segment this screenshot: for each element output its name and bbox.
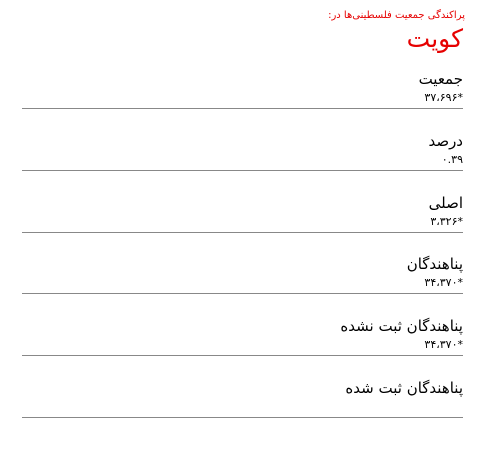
- stat-row-percent: [22, 130, 463, 171]
- stat-row-refugees: [22, 253, 463, 294]
- stat-label: پناهندگان: [406, 255, 463, 273]
- country-title: کویت: [406, 24, 463, 53]
- stat-row-original: [22, 192, 463, 233]
- stat-label: اصلی: [428, 194, 463, 212]
- stat-value: ۰.۳۹: [441, 153, 463, 166]
- stat-value: ۳۷،۶۹۶*: [424, 91, 463, 104]
- stat-row-population: [22, 68, 463, 109]
- stat-value: ۳۴،۳۷۰*: [424, 338, 463, 351]
- stat-label: درصد: [428, 132, 463, 150]
- stat-label: جمعیت: [418, 70, 463, 88]
- stat-row-registered-refugees: [22, 377, 463, 418]
- stat-label: پناهندگان ثبت نشده: [340, 317, 463, 335]
- stat-row-unregistered-refugees: [22, 315, 463, 356]
- panel-subtitle: پراکندگی جمعیت فلسطینی‌ها در:: [328, 10, 465, 21]
- stat-label: پناهندگان ثبت شده: [345, 379, 463, 397]
- stat-value: ۳،۳۲۶*: [430, 215, 463, 228]
- stat-value: ۳۴،۳۷۰*: [424, 276, 463, 289]
